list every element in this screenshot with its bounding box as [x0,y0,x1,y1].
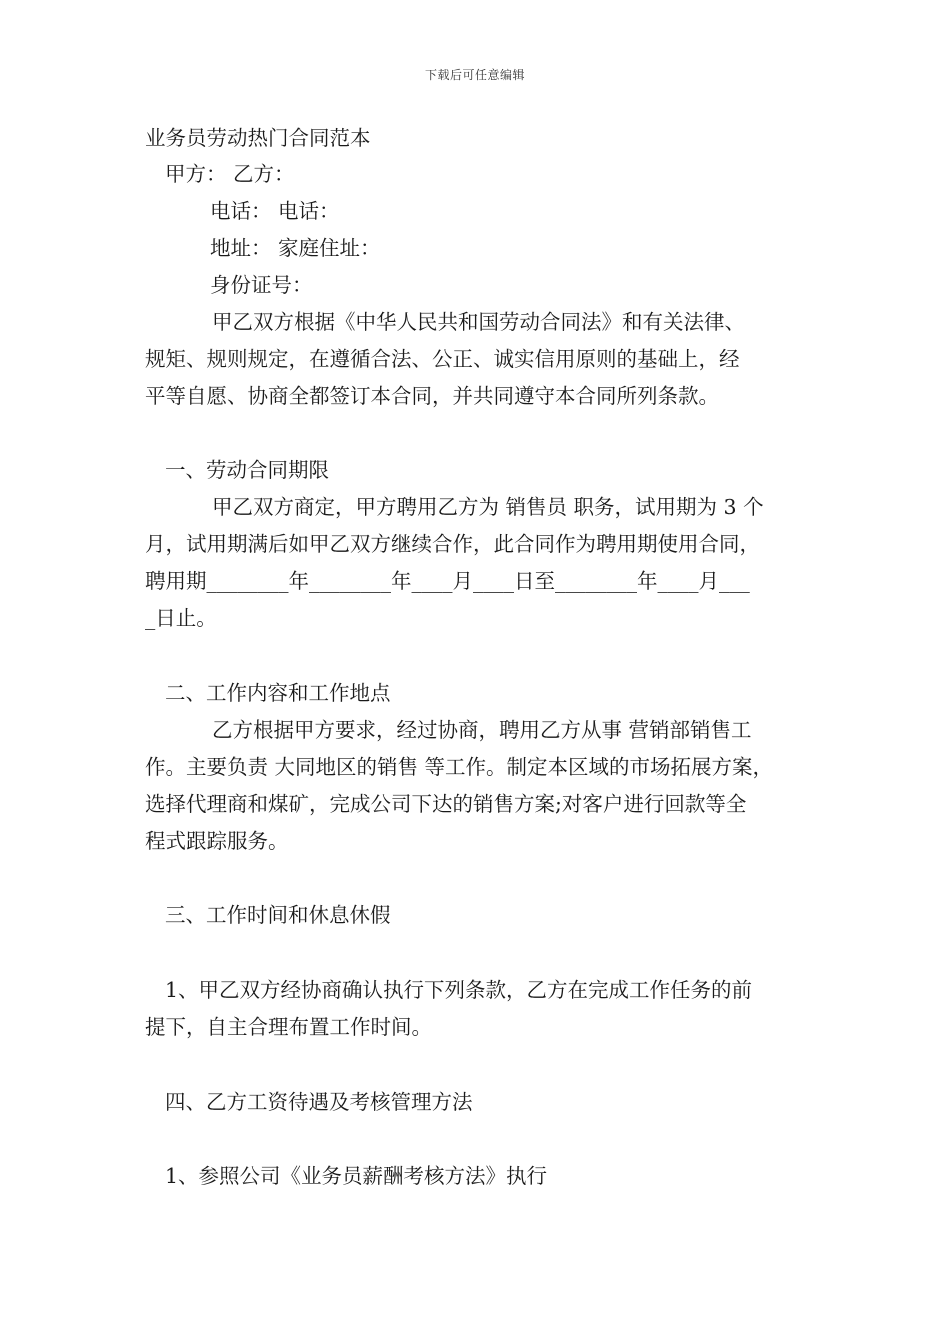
preamble-line: 平等自愿、协商全都签订本合同，并共同遵守本合同所列条款。 [145,384,719,408]
section-text-line: 1、甲乙双方经协商确认执行下列条款，乙方在完成工作任务的前 [165,978,753,1002]
section-heading: 四、乙方工资待遇及考核管理方法 [165,1090,473,1114]
section-text-line: _日止。 [145,606,217,630]
preamble-line: 甲乙双方根据《中华人民共和国劳动合同法》和有关法律、 [212,310,745,334]
section-text-line: 提下，自主合理布置工作时间。 [145,1015,432,1039]
document-title: 业务员劳动热门合同范本 [145,126,371,150]
phone-line: 电话： 电话： [210,199,340,223]
preamble-line: 规矩、规则规定，在遵循合法、公正、诚实信用原则的基础上，经 [145,347,740,371]
id-number-line: 身份证号： [210,273,313,297]
section-text-line: 选择代理商和煤矿，完成公司下达的销售方案;对客户进行回款等全 [145,792,747,816]
party-line: 甲方： 乙方： [165,162,295,186]
header-note: 下载后可任意编辑 [424,68,525,82]
section-text-line: 甲乙双方商定，甲方聘用乙方为 销售员 职务，试用期为 3 个 [212,495,764,519]
section-text-line: 程式跟踪服务。 [145,829,289,853]
section-text-line: 聘用期________年________年____月____日至________年____月___ [145,569,750,593]
section-heading: 二、工作内容和工作地点 [165,681,391,705]
section-text-line: 乙方根据甲方要求，经过协商，聘用乙方从事 营销部销售工 [212,718,752,742]
section-text-line: 1、参照公司《业务员薪酬考核方法》执行 [165,1164,548,1188]
section-heading: 一、劳动合同期限 [165,458,329,482]
section-text-line: 作。主要负责 大同地区的销售 等工作。制定本区域的市场拓展方案， [145,755,774,779]
section-text-line: 月，试用期满后如甲乙双方继续合作，此合同作为聘用期使用合同， [145,532,760,556]
address-line: 地址： 家庭住址： [210,236,381,260]
section-heading: 三、工作时间和休息休假 [165,903,391,927]
